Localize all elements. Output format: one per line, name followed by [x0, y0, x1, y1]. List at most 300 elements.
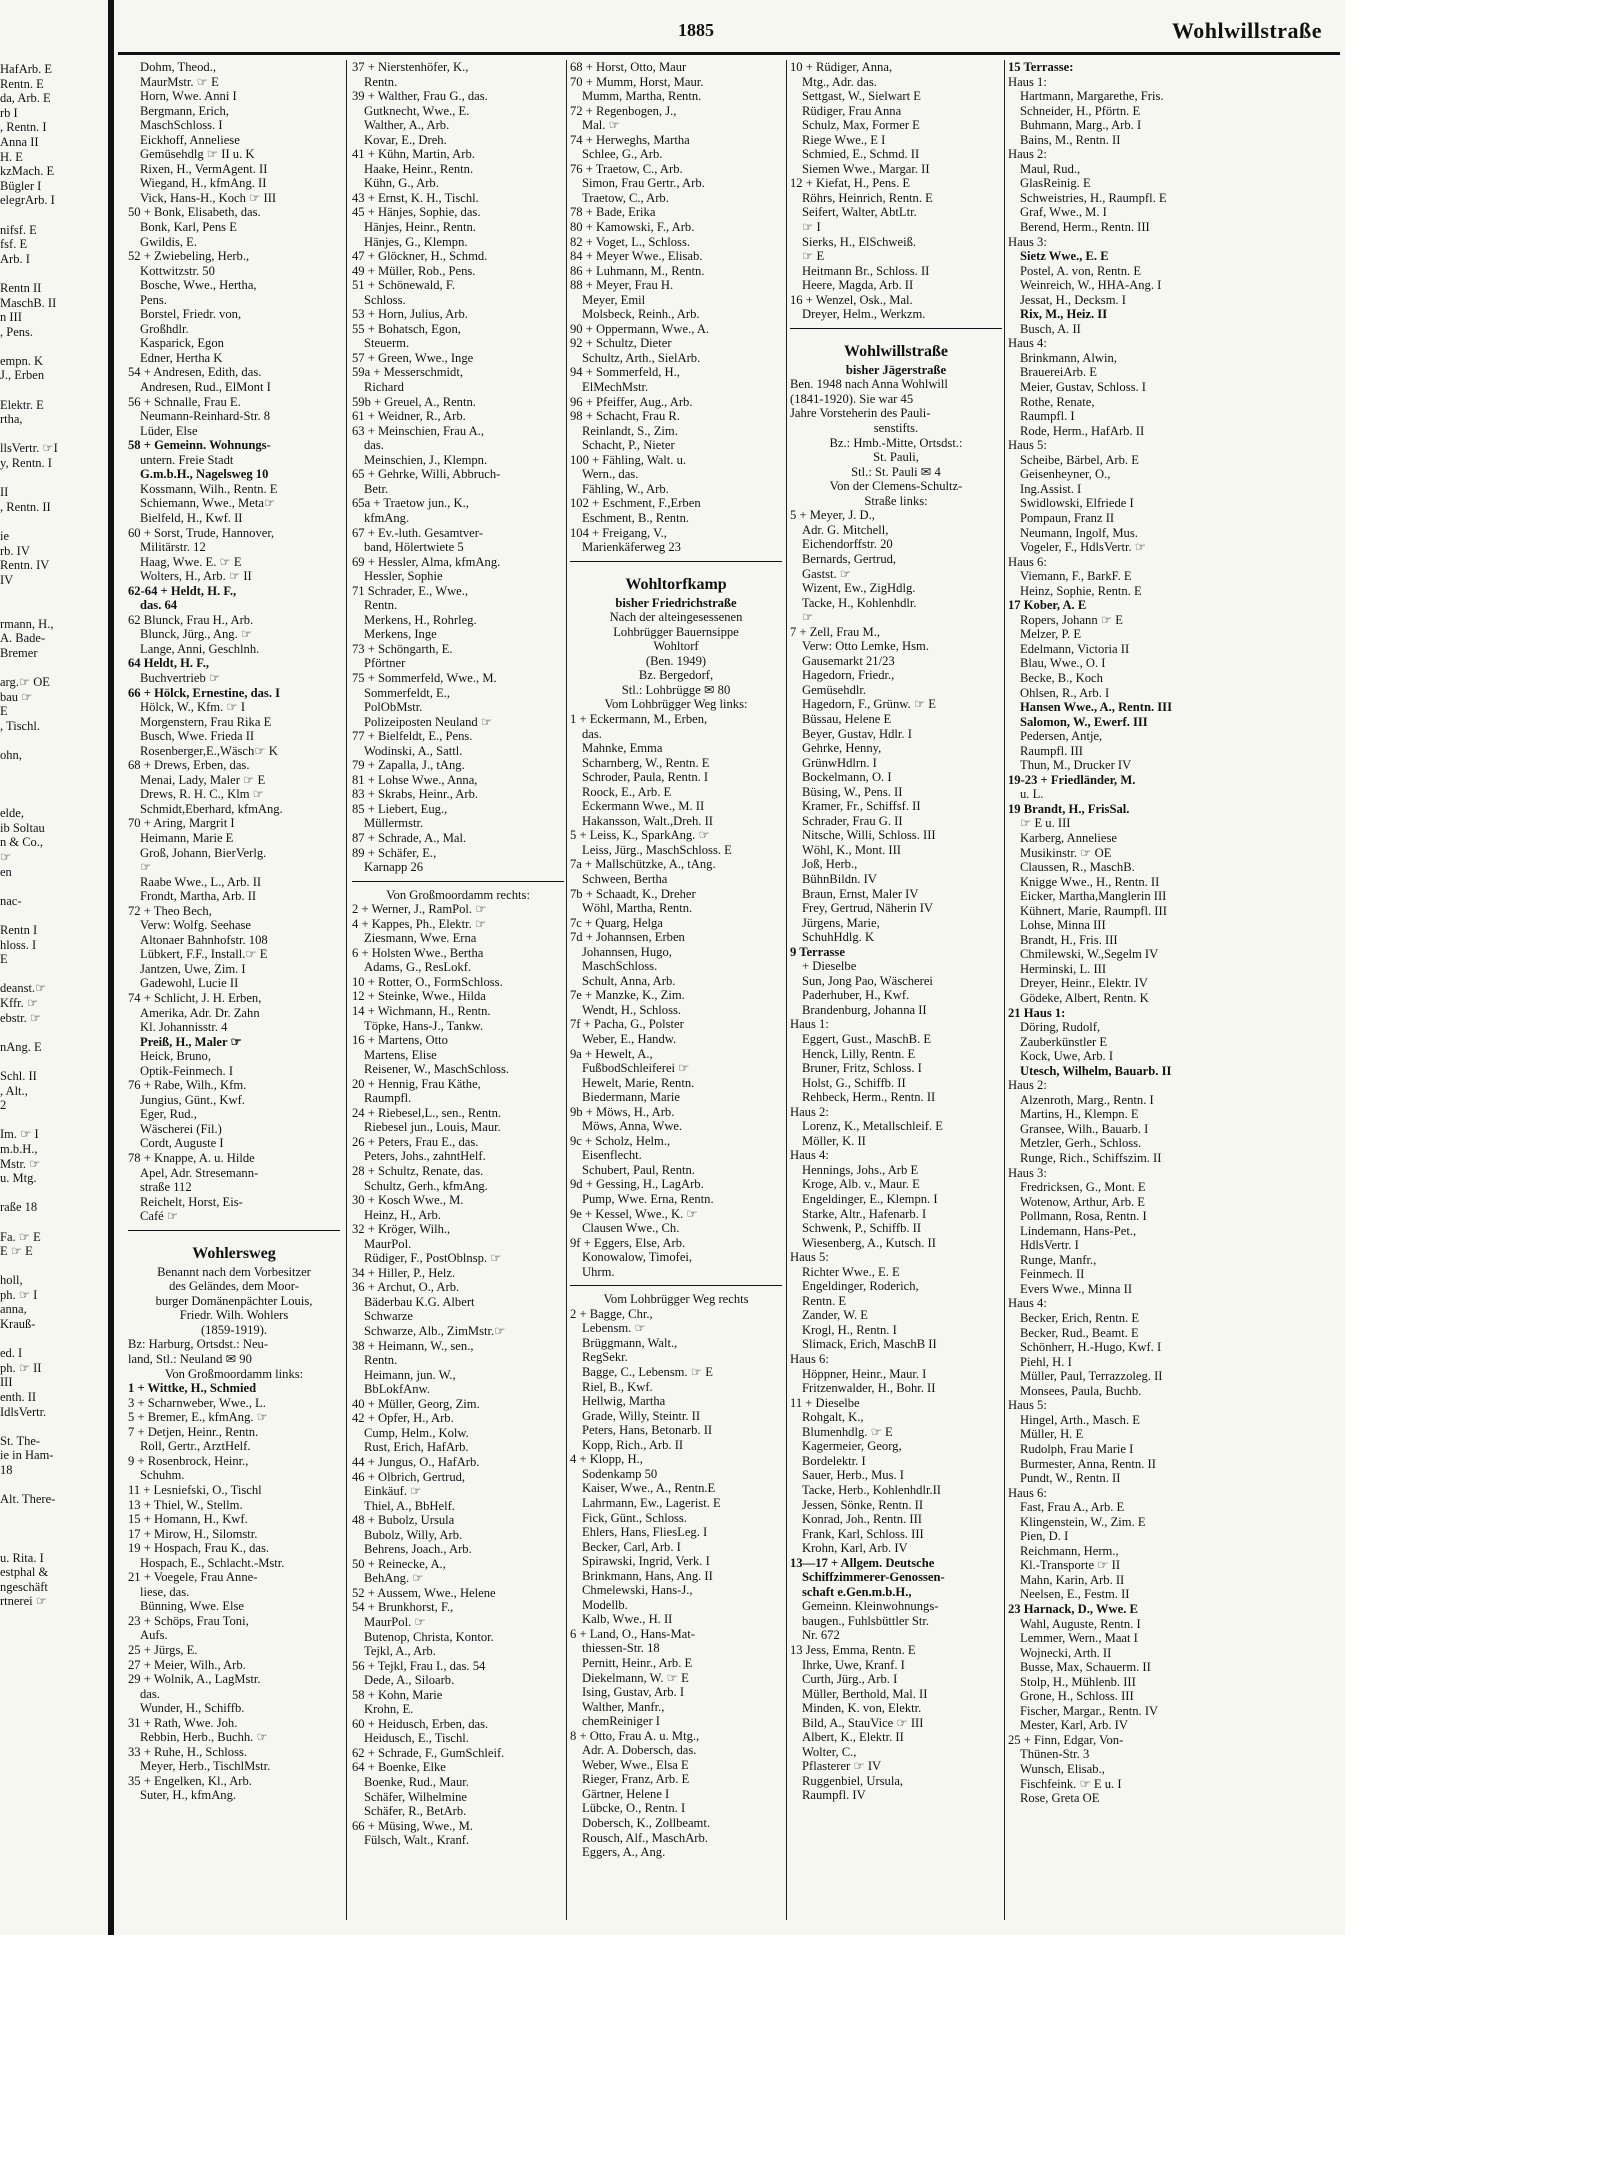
directory-entry-line: 36 + Archut, O., Arb.: [352, 1280, 460, 1295]
left-page-line: ie: [0, 529, 10, 543]
directory-entry-line: Horn, Wwe. Anni I: [140, 89, 237, 104]
directory-entry-line: 25 + Finn, Edgar, Von-: [1008, 1732, 1124, 1747]
directory-entry-line: 56 + Schnalle, Frau E.: [128, 394, 241, 409]
directory-entry-line: 64 + Boenke, Elke: [352, 1760, 446, 1775]
directory-entry-line: 50 + Bonk, Elisabeth, das.: [128, 205, 261, 220]
directory-entry-line: Edelmann, Victoria II: [1020, 641, 1130, 656]
directory-entry-line: 87 + Schrade, A., Mal.: [352, 830, 467, 845]
left-page-line: [0, 763, 104, 778]
directory-entry-line: Gadewohl, Lucie II: [140, 976, 239, 991]
directory-entry-line: Ziesmann, Wwe. Erna: [364, 931, 477, 946]
directory-entry-line: Nach der alteingesessenen: [609, 610, 743, 625]
directory-entry-line: ☞ I: [802, 220, 821, 235]
directory-entry-line: Meinschien, J., Klempn.: [364, 452, 488, 467]
directory-entry-line: Rebbin, Herb., Buchh. ☞: [140, 1730, 268, 1745]
directory-entry-line: Wiesenberg, A., Kutsch. II: [802, 1235, 936, 1250]
directory-entry-line: 21 + Voegele, Frau Anne-: [128, 1570, 258, 1585]
left-page-line: arg.☞ OE: [0, 674, 50, 689]
directory-entry-line: Paderhuber, H., Kwf.: [802, 988, 910, 1003]
directory-entry-line: ☞: [802, 610, 814, 625]
directory-entry-line: Möller, K. II: [802, 1133, 866, 1148]
directory-entry-line: Jungius, Günt., Kwf.: [140, 1092, 245, 1107]
left-page-line: [0, 1025, 104, 1040]
directory-entry-line: Traetow, C., Arb.: [582, 190, 669, 205]
directory-entry-line: 4 + Klopp, H.,: [570, 1452, 643, 1467]
left-page-line: [0, 1054, 104, 1069]
left-page-line: rtnerei ☞: [0, 1594, 47, 1609]
directory-entry-line: Monsees, Paula, Buchb.: [1020, 1383, 1142, 1398]
directory-entry-line: Schultz, Arth., SielArb.: [582, 350, 701, 365]
directory-entry-line: Hagedorn, F., Grünw. ☞ E: [802, 697, 936, 712]
directory-entry-line: 20 + Hennig, Frau Käthe,: [352, 1076, 481, 1091]
directory-entry-line: 7b + Schaadt, K., Dreher: [570, 886, 696, 901]
directory-entry-line: Töpke, Hans-J., Tankw.: [364, 1018, 484, 1033]
directory-entry-line: 24 + Riebesel,L., sen., Rentn.: [352, 1105, 502, 1120]
directory-entry-line: Richter Wwe., E. E: [802, 1264, 900, 1279]
directory-entry-line: kfmAng.: [364, 510, 410, 525]
directory-entry-line: Höppner, Heinr., Maur. I: [802, 1366, 927, 1381]
directory-entry-line: Fülsch, Walt., Kranf.: [364, 1833, 470, 1848]
left-page-line: ngeschäft: [0, 1579, 48, 1594]
directory-entry-line: HdlsVertr. I: [1020, 1238, 1079, 1253]
directory-entry-line: Schweistries, H., Raumpfl. E: [1020, 190, 1167, 205]
directory-entry-line: Gutknecht, Wwe., E.: [364, 103, 470, 118]
directory-entry-line: 59b + Greuel, A., Rentn.: [352, 394, 476, 409]
left-page-line: Rentn. IV: [0, 558, 50, 573]
left-page-line: holl,: [0, 1273, 23, 1288]
left-page-line: [0, 208, 104, 223]
directory-entry-line: baugen., Fuhlsbüttler Str.: [802, 1613, 929, 1628]
directory-entry-line: Bruner, Fritz, Schloss. I: [802, 1061, 922, 1076]
left-page-line: J., Erben: [0, 368, 45, 383]
directory-entry-line: 58 + Gemeinn. Wohnungs-: [128, 438, 271, 453]
directory-entry-line: Hartmann, Margarethe, Fris.: [1020, 89, 1164, 104]
left-page-line: , Rentn. I: [0, 120, 47, 135]
directory-entry-line: 61 + Weidner, R., Arb.: [352, 409, 466, 424]
directory-entry-line: Gausemarkt 21/23: [802, 653, 895, 668]
directory-entry-line: 48 + Bubolz, Ursula: [352, 1513, 455, 1528]
directory-entry-line: Jessen, Sönke, Rentn. II: [802, 1497, 924, 1512]
directory-entry-line: Kühn, G., Arb.: [364, 176, 439, 191]
directory-entry-line: + Dieselbe: [802, 959, 857, 974]
directory-entry-line: Fritzenwalder, H., Bohr. II: [802, 1381, 936, 1396]
directory-entry-line: 35 + Engelken, Kl., Arb.: [128, 1773, 252, 1788]
left-page-line: [0, 733, 104, 748]
directory-column-1: [128, 60, 340, 1920]
directory-entry-line: 10 + Rüdiger, Anna,: [790, 60, 893, 74]
directory-entry-line: 74 + Schlicht, J. H. Erben,: [128, 991, 262, 1005]
directory-entry-line: Kroge, Alb. v., Maur. E: [802, 1177, 920, 1192]
directory-entry-line: Rentn.: [364, 74, 398, 89]
directory-entry-line: 32 + Kröger, Wilh.,: [352, 1222, 451, 1237]
directory-entry-line: 52 + Aussem, Wwe., Helene: [352, 1585, 496, 1600]
directory-entry-line: Lübkert, F.F., Install.☞ E: [140, 947, 268, 962]
directory-entry-line: Gemüsehdlg ☞ II u. K: [140, 147, 255, 162]
directory-entry-line: Jessat, H., Decksm. I: [1020, 292, 1126, 307]
directory-entry-line: Weinreich, W., HHA-Ang. I: [1020, 278, 1162, 293]
directory-entry-line: 100 + Fähling, Walt. u.: [570, 452, 687, 467]
directory-entry-line: Lübcke, O., Rentn. I: [582, 1801, 686, 1816]
section-divider: [570, 561, 782, 568]
directory-entry-line: liese, das.: [140, 1584, 190, 1599]
directory-entry-line: Wöhl, K., Mont. III: [802, 842, 901, 857]
directory-entry-line: Schroder, Paula, Rentn. I: [582, 770, 709, 785]
directory-entry-line: 98 + Schacht, Frau R.: [570, 409, 680, 424]
directory-entry-line: 70 + Mumm, Horst, Maur.: [570, 74, 704, 89]
directory-entry-line: 9f + Eggers, Else, Arb.: [570, 1235, 686, 1250]
directory-entry-line: Pens.: [140, 292, 167, 307]
directory-entry-line: Weber, Wwe., Elsa E: [582, 1757, 689, 1772]
directory-entry-line: 65a + Traetow jun., K.,: [352, 496, 469, 511]
directory-entry-line: 27 + Meier, Wilh., Arb.: [128, 1657, 246, 1672]
directory-entry-line: Zander, W. E: [802, 1308, 868, 1323]
directory-entry-line: Von Großmoordamm rechts:: [386, 887, 530, 902]
left-page-line: ebstr. ☞: [0, 1010, 42, 1025]
directory-entry-line: Knigge Wwe., H., Rentn. II: [1020, 874, 1160, 889]
directory-entry-line: Hewelt, Marie, Rentn.: [582, 1075, 695, 1090]
directory-entry-line: Kossmann, Wilh., Rentn. E: [140, 481, 278, 496]
directory-entry-line: Bäderbau K.G. Albert: [364, 1294, 475, 1309]
directory-entry-line: Ising, Gustav, Arb. I: [582, 1685, 685, 1700]
directory-entry-line: Meyer, Emil: [582, 292, 646, 307]
left-page-line: Rentn. E: [0, 76, 44, 91]
directory-entry-line: Müller, Paul, Terrazzoleg. II: [1020, 1369, 1163, 1384]
directory-entry-line: Mtg., Adr. das.: [802, 74, 877, 89]
directory-entry-line: Pundt, W., Rentn. II: [1020, 1471, 1121, 1486]
directory-entry-line: 11 + Dieselbe: [790, 1395, 860, 1410]
directory-entry-line: 12 + Kiefat, H., Pens. E: [790, 176, 911, 191]
directory-entry-line: Modellb.: [582, 1597, 628, 1612]
directory-entry-line: 51 + Schönewald, F.: [352, 278, 455, 293]
directory-entry-line: 49 + Müller, Rob., Pens.: [352, 263, 476, 278]
directory-entry-line: Becke, B., Koch: [1020, 670, 1103, 685]
directory-entry-line: Edner, Hertha K: [140, 350, 223, 365]
directory-entry-line: Haus 2:: [1008, 147, 1047, 162]
directory-entry-line: Frank, Karl, Schloss. III: [802, 1526, 924, 1541]
directory-entry-line: 73 + Schöngarth, E.: [352, 641, 453, 656]
left-page-line: nifsf. E: [0, 222, 37, 237]
directory-entry-line: ElMechMstr.: [582, 380, 649, 395]
left-page-line: Bügler I: [0, 178, 42, 193]
directory-entry-line: Evers Wwe., Minna II: [1020, 1281, 1133, 1296]
left-page-line: [0, 383, 104, 398]
directory-entry-line: Ohlsen, R., Arb. I: [1020, 685, 1110, 700]
directory-entry-line: Schwenk, P., Schiffb. II: [802, 1221, 922, 1236]
left-page-line: [0, 1215, 104, 1230]
page-gutter: [108, 0, 114, 1935]
directory-entry-line: 46 + Olbrich, Gertrud,: [352, 1469, 466, 1484]
directory-entry-line: Neumann, Ingolf, Mus.: [1020, 525, 1138, 540]
directory-entry-line: 44 + Jungus, O., HafArb.: [352, 1454, 480, 1469]
directory-entry-line: Wunsch, Elisab.,: [1020, 1761, 1105, 1776]
directory-entry-line: Hölck, W., Kfm. ☞ I: [140, 700, 246, 715]
left-page-line: 2: [0, 1098, 7, 1113]
directory-entry-line: 38 + Heimann, W., sen.,: [352, 1338, 474, 1353]
directory-entry-line: MaschSchloss.: [582, 959, 658, 974]
directory-entry-line: Schiffzimmerer-Genossen-: [802, 1570, 945, 1585]
directory-entry-line: Röhrs, Heinrich, Rentn. E: [802, 190, 933, 205]
directory-entry-line: Rosenberger,E.,Wäsch☞ K: [140, 743, 278, 758]
directory-entry-line: Café ☞: [140, 1209, 179, 1224]
left-page-line: [0, 1186, 104, 1201]
directory-entry-line: Wunder, H., Schiffb.: [140, 1701, 245, 1716]
directory-entry-line: Eichendorffstr. 20: [802, 537, 893, 552]
directory-entry-line: 10 + Rotter, O., FormSchloss.: [352, 974, 503, 989]
directory-entry-line: 60 + Sorst, Trude, Hannover,: [128, 525, 275, 540]
left-page-line: II: [0, 485, 9, 500]
directory-entry-line: Roock, E., Arb. E: [582, 784, 672, 799]
left-page-line: Kffr. ☞: [0, 996, 39, 1010]
directory-entry-line: Heitmann Br., Schloss. II: [802, 263, 930, 278]
directory-entry-line: Karberg, Anneliese: [1020, 830, 1117, 845]
left-page-line: n III: [0, 310, 22, 325]
directory-entry-line: Spirawski, Ingrid, Verk. I: [582, 1554, 710, 1569]
directory-entry-line: Claussen, R., MaschB.: [1020, 860, 1135, 875]
directory-entry-line: Adams, G., ResLokf.: [364, 960, 472, 975]
directory-entry-line: Eggers, A., Ang.: [582, 1845, 666, 1860]
directory-entry-line: Dohm, Theod.,: [140, 60, 217, 74]
directory-entry-line: 5 + Leiss, K., SparkAng. ☞: [570, 828, 710, 843]
directory-entry-line: Melzer, P. E: [1020, 627, 1082, 642]
left-page-line: n & Co.,: [0, 835, 44, 850]
directory-entry-line: ☞: [140, 860, 152, 875]
directory-entry-line: Dede, A., Siloarb.: [364, 1673, 455, 1688]
directory-entry-line: Sun, Jong Pao, Wäscherei: [802, 973, 933, 988]
directory-entry-line: 19 + Hospach, Frau K., das.: [128, 1541, 270, 1556]
directory-entry-line: Vogeler, F., HdlsVertr. ☞: [1020, 540, 1147, 555]
directory-entry-line: Burmester, Anna, Rentn. II: [1020, 1456, 1156, 1471]
directory-entry-line: Albert, K., Elektr. II: [802, 1730, 904, 1745]
directory-entry-line: Wahl, Auguste, Rentn. I: [1020, 1616, 1141, 1631]
directory-entry-line: Busch, A. II: [1020, 321, 1081, 336]
left-page-line: [0, 908, 104, 923]
directory-entry-line: 54 + Brunkhorst, F.,: [352, 1600, 454, 1615]
directory-entry-line: Kottwitzstr. 50: [140, 263, 215, 278]
directory-entry-line: 76 + Rabe, Wilh., Kfm.: [128, 1078, 247, 1093]
directory-entry-line: Schmidt,Eberhard, kfmAng.: [140, 801, 283, 816]
directory-entry-line: Gwildis, E.: [140, 234, 198, 249]
directory-column-2: [352, 60, 564, 1920]
directory-entry-line: Schuhm.: [140, 1468, 185, 1483]
directory-entry-line: Butenop, Christa, Kontor.: [364, 1629, 494, 1644]
directory-entry-line: Heere, Magda, Arb. II: [802, 278, 914, 293]
directory-entry-line: Holst, G., Schiffb. II: [802, 1075, 906, 1090]
directory-entry-line: Viemann, F., BarkF. E: [1020, 569, 1132, 584]
directory-entry-line: das.: [582, 726, 602, 741]
directory-entry-line: 17 Kober, A. E: [1008, 598, 1087, 613]
directory-entry-line: Rohgalt, K.,: [802, 1410, 864, 1425]
directory-entry-line: Wohltorf: [653, 639, 699, 654]
directory-entry-line: Militärstr. 12: [140, 540, 206, 555]
directory-entry-line: Walther, Manfr.,: [582, 1699, 665, 1714]
directory-entry-line: 52 + Zwiebeling, Herb.,: [128, 249, 250, 264]
directory-entry-line: Müllermstr.: [364, 816, 424, 831]
directory-entry-line: Friedr. Wilh. Wohlers: [179, 1308, 289, 1323]
directory-entry-line: Schwarze: [364, 1309, 413, 1324]
directory-entry-line: Rudolph, Frau Marie I: [1020, 1441, 1134, 1456]
left-page-line: St. The-: [0, 1433, 41, 1448]
left-page-line: [0, 587, 104, 602]
left-page-line: [0, 1478, 104, 1493]
directory-entry-line: Pedersen, Antje,: [1020, 729, 1103, 744]
left-page-line: Schl. II: [0, 1068, 37, 1083]
directory-entry-line: 94 + Sommerfeld, H.,: [570, 365, 680, 380]
directory-entry-line: Busse, Max, Schauerm. II: [1020, 1660, 1151, 1675]
directory-entry-line: Gemeinn. Kleinwohnungs-: [802, 1599, 939, 1614]
directory-entry-line: Thiel, A., BbHelf.: [364, 1498, 455, 1513]
directory-entry-line: bisher Jägerstraße: [845, 362, 947, 377]
directory-entry-line: 76 + Traetow, C., Arb.: [570, 161, 683, 176]
directory-entry-line: Rieger, Franz, Arb. E: [582, 1772, 690, 1787]
directory-entry-line: Bosche, Wwe., Hertha,: [140, 278, 257, 293]
directory-entry-line: 16 + Wenzel, Osk., Mal.: [790, 292, 913, 307]
directory-entry-line: Gastst. ☞: [802, 566, 852, 581]
left-page-fragment: [0, 62, 104, 1922]
left-page-line: E ☞ E: [0, 1244, 33, 1259]
directory-entry-line: Haake, Heinr., Rentn.: [364, 161, 474, 176]
directory-entry-line: Kagermeier, Georg,: [802, 1439, 902, 1454]
directory-entry-line: senstifts.: [873, 421, 919, 436]
directory-entry-line: Aufs.: [140, 1628, 168, 1643]
directory-entry-line: Sommerfeldt, E.,: [364, 685, 451, 700]
directory-entry-line: Dobersch, K., Zollbeamt.: [582, 1815, 711, 1830]
directory-entry-line: Heinz, H., Arb.: [364, 1207, 441, 1222]
directory-entry-line: Brinkmann, Alwin,: [1020, 350, 1117, 365]
directory-entry-line: Rixen, H., VermAgent. II: [140, 161, 268, 176]
directory-entry-line: Raumpfl. IV: [802, 1788, 866, 1803]
directory-entry-line: Frey, Gertrud, Näherin IV: [802, 901, 934, 916]
directory-entry-line: 71 Schrader, E., Wwe.,: [352, 583, 469, 598]
directory-entry-line: Salomon, W., Ewerf. III: [1020, 714, 1148, 729]
directory-entry-line: Ehlers, Hans, FliesLeg. I: [582, 1525, 708, 1540]
directory-entry-line: Brinkmann, Hans, Ang. II: [582, 1568, 713, 1583]
directory-entry-line: Neumann-Reinhard-Str. 8: [140, 409, 271, 424]
left-page-line: [0, 1113, 104, 1128]
left-page-line: bau ☞: [0, 689, 33, 704]
directory-entry-line: RegSekr.: [582, 1350, 628, 1365]
directory-entry-line: 9 + Rosenbrock, Heinr.,: [128, 1453, 249, 1468]
directory-entry-line: das. 64: [140, 598, 178, 613]
directory-entry-line: Lange, Anni, Geschlnh.: [140, 641, 260, 656]
directory-entry-line: Rentn.: [364, 1353, 398, 1368]
directory-entry-line: Bagge, C., Lebensm. ☞ E: [582, 1365, 713, 1380]
directory-entry-line: schaft e.Gen.m.b.H.,: [802, 1584, 912, 1599]
directory-entry-line: Großhdlr.: [140, 321, 189, 336]
left-page-line: IdlsVertr.: [0, 1404, 47, 1419]
left-page-line: Bremer: [0, 645, 38, 660]
directory-entry-line: 9b + Möws, H., Arb.: [570, 1104, 675, 1119]
directory-entry-line: 70 + Aring, Margrit I: [128, 816, 235, 831]
directory-entry-line: Hagedorn, Friedr.,: [802, 668, 895, 683]
column-divider: [1004, 60, 1005, 1920]
directory-entry-line: Wäscherei (Fil.): [140, 1121, 222, 1136]
directory-entry-line: burger Domänenpächter Louis,: [155, 1293, 313, 1308]
directory-entry-line: Raumpfl. III: [1020, 743, 1083, 758]
directory-entry-line: Bordelektr. I: [802, 1453, 866, 1468]
left-page-line: fsf. E: [0, 237, 28, 252]
directory-entry-line: Bergmann, Erich,: [140, 103, 229, 118]
directory-entry-line: Schween, Bertha: [582, 871, 668, 886]
directory-entry-line: Musikinstr. ☞ OE: [1020, 845, 1112, 860]
directory-entry-line: GrünwHdlrn. I: [802, 755, 877, 770]
left-page-line: , Pens.: [0, 324, 33, 339]
directory-entry-line: Tacke, Herb., Kohlenhdlr.II: [802, 1482, 941, 1497]
directory-entry-line: Schubert, Paul, Rentn.: [582, 1162, 695, 1177]
directory-entry-line: Boenke, Rud., Maur.: [364, 1774, 469, 1789]
directory-entry-line: Straße links:: [864, 493, 928, 508]
directory-entry-line: Wolters, H., Arb. ☞ II: [140, 569, 252, 584]
left-page-line: rb. IV: [0, 543, 30, 558]
directory-entry-line: Brüggmann, Walt.,: [582, 1335, 678, 1350]
left-page-line: raße 18: [0, 1200, 38, 1215]
directory-entry-line: 31 + Rath, Wwe. Joh.: [128, 1715, 238, 1730]
directory-entry-line: Amerika, Adr. Dr. Zahn: [140, 1005, 260, 1020]
directory-entry-line: Cordt, Auguste I: [140, 1136, 224, 1151]
directory-entry-line: Bernards, Gertrud,: [802, 551, 897, 566]
directory-entry-line: Wojnecki, Arth. II: [1020, 1645, 1112, 1660]
left-page-line: E: [0, 704, 8, 719]
directory-entry-line: Fredricksen, G., Mont. E: [1020, 1180, 1146, 1195]
directory-entry-line: BühnBildn. IV: [802, 871, 877, 886]
directory-entry-line: Feinmech. II: [1020, 1267, 1085, 1282]
directory-entry-line: 7d + Johannsen, Erben: [570, 930, 685, 945]
directory-entry-line: Cump, Helm., Kolw.: [364, 1425, 469, 1440]
directory-entry-line: chemReiniger I: [582, 1714, 660, 1729]
section-divider: [352, 881, 564, 888]
directory-entry-line: MaschSchloss. I: [140, 118, 223, 133]
directory-entry-line: Curth, Jürg., Arb. I: [802, 1672, 898, 1687]
directory-entry-line: PolObMstr.: [364, 700, 423, 715]
left-page-line: u. Rita. I: [0, 1550, 44, 1565]
directory-entry-line: Konrad, Joh., Rentn. III: [802, 1512, 922, 1527]
directory-entry-line: Leiss, Jürg., MaschSchloss. E: [582, 842, 732, 857]
directory-entry-line: Haag, Wwe. E. ☞ E: [140, 554, 242, 569]
directory-entry-line: Raumpfl.: [364, 1091, 412, 1106]
directory-entry-line: Müller, H. E: [1020, 1427, 1084, 1442]
directory-entry-line: Raumpfl. I: [1020, 409, 1075, 424]
directory-entry-line: 69 + Hessler, Alma, kfmAng.: [352, 554, 501, 569]
left-page-line: estphal &: [0, 1565, 49, 1580]
directory-entry-line: Büssau, Helene E: [802, 711, 892, 726]
directory-entry-line: Ihrke, Uwe, Kranf. I: [802, 1657, 905, 1672]
left-page-line: Rentn I: [0, 923, 38, 938]
section-divider: [570, 1285, 782, 1292]
directory-entry-line: Haus 4:: [1008, 336, 1047, 351]
directory-entry-line: Schönherr, H.-Hugo, Kwf. I: [1020, 1340, 1162, 1355]
left-page-line: m.b.H.,: [0, 1141, 38, 1156]
directory-entry-line: Rehbeck, Herm., Rentn. II: [802, 1090, 936, 1105]
directory-entry-line: Pflasterer ☞ IV: [802, 1759, 882, 1774]
left-page-line: rtha,: [0, 412, 23, 427]
directory-entry-line: Heimann, Marie E: [140, 830, 234, 845]
directory-entry-line: 72 + Theo Bech,: [128, 903, 212, 918]
directory-entry-line: Wotenow, Arthur, Arb. E: [1020, 1194, 1145, 1209]
directory-entry-line: St. Pauli,: [873, 450, 919, 465]
directory-entry-line: Geisenheyner, O.,: [1020, 467, 1111, 482]
left-page-line: [0, 514, 104, 529]
directory-entry-line: Andresen, Rud., ElMont I: [140, 380, 271, 395]
left-page-line: , Alt.,: [0, 1083, 28, 1098]
directory-entry-line: Walther, A., Arb.: [364, 118, 450, 133]
directory-entry-line: Eicker, Martha,Manglerin III: [1020, 889, 1167, 904]
directory-entry-line: Settgast, W., Sielwart E: [802, 89, 921, 104]
directory-entry-line: Lüder, Else: [140, 423, 198, 438]
directory-entry-line: Krohn, E.: [364, 1702, 414, 1717]
directory-entry-line: 78 + Knappe, A. u. Hilde: [128, 1151, 255, 1166]
directory-entry-line: band, Hölertwiete 5: [364, 540, 464, 555]
directory-entry-line: Becker, Carl, Arb. I: [582, 1539, 681, 1554]
directory-entry-line: Haus 1:: [790, 1017, 829, 1032]
